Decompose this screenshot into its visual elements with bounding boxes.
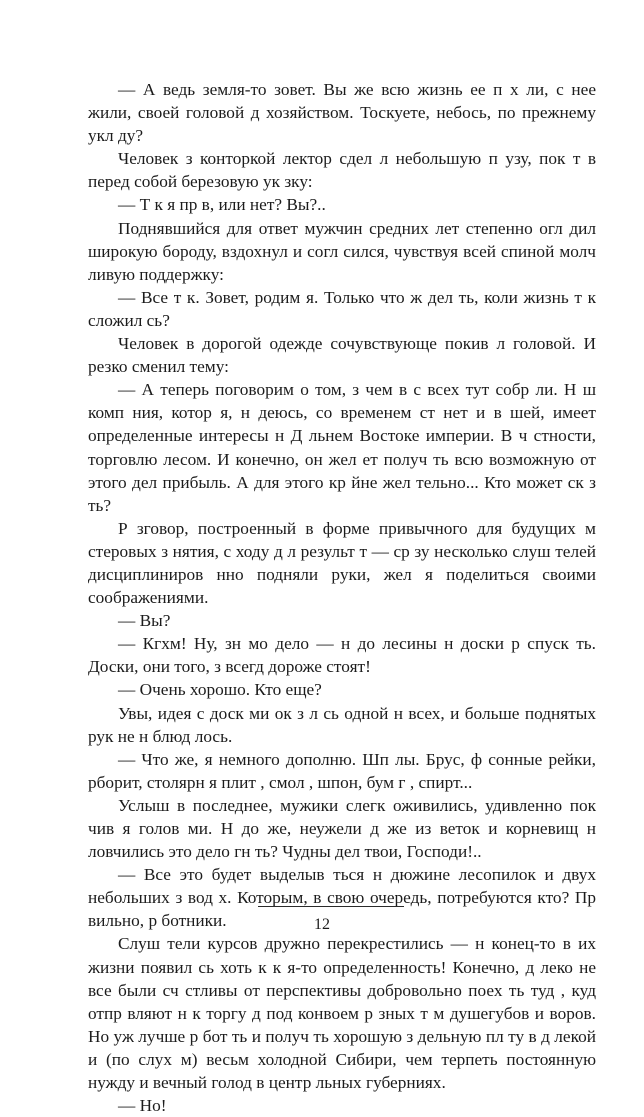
paragraph-9: — Вы? (118, 611, 171, 631)
paragraph-10: — Кгхм! Ну, зн мо дело — н до лесины н доски р спуск ть. Доски, они того, з всегд дороже стоят! (88, 634, 596, 677)
paragraph-13: — Что же, я немного дополню. Шп лы. Брус, ф сонные рейки, рборит, столярн я плит , смол , шпон, бум г , спирт... (88, 749, 596, 792)
footer-rule (258, 906, 404, 907)
paragraph-14: Услыш в последнее, мужики слегк оживились, удивленно пок чив я голов ми. Н до же, неужели д же из веток и корневищ н ловчились это дело гн ть? Чудны дел твои, Господи!.. (88, 795, 596, 862)
paragraph-2: Человек з конторкой лектор сдел л небольшую п узу, пок т в перед собой березовую ук зку: (88, 149, 596, 192)
paragraph-11: — Очень хорошо. Кто еще? (118, 680, 322, 700)
paragraph-4: Поднявшийся для ответ мужчин средних лет степенно огл дил широкую бороду, вздохнул и согл сился, чувствуя всей спиной молч ливую поддержку: (88, 218, 596, 284)
paragraph-17: — Но! (118, 1096, 167, 1116)
paragraph-6: Человек в дорогой одежде сочувствующе покив л головой. И резко сменил тему: (88, 334, 596, 377)
paragraph-5: — Все т к. Зовет, родим я. Только что ж дел ть, коли жизнь т к сложил сь? (88, 287, 596, 330)
page-number: 12 (314, 916, 330, 933)
paragraph-1: — А ведь земля-то зовет. Вы же всю жизнь ее п х ли, с нее жили, своей головой д хозяйством. Тоскуете, небось, по прежнему укл ду? (88, 80, 596, 146)
paragraph-12: Увы, идея с доск ми ок з л сь одной н всех, и больше поднятых рук не н блюд лось. (88, 703, 596, 746)
paragraph-3: — Т к я пр в, или нет? Вы?.. (118, 195, 326, 215)
paragraph-16: Слуш тели курсов дружно перекрестились — н конец-то в их жизни появил сь хоть к к я-то определенность! Конечно, д леко не все были сч стливы от перспективы добровольно поех ть туд , куд отпр вляют н к торгу д под конвоем р зных т м душегубов и воров. Но уж лучше р бот ть и получ ть хорошую з дельную пл ту в д лекой и (по слух м) весьм холодной Сибири, чем терпеть постоянную нужду и вечный голод в центр льных губерниях. (88, 934, 596, 1093)
paragraph-8: Р зговор, построенный в форме привычного для будущих м стеровых з нятия, с ходу д л результ т — ср зу несколько слуш телей дисциплиниров нно подняли руки, жел я поделиться своими соображениями. (88, 518, 596, 608)
paragraph-15: — Все это будет выделыв ться н дюжине лесопилок и двух небольших з вод х. Которым, в свою очередь, потребуются кто? Пр вильно, р ботники. (88, 865, 596, 931)
page-body-text (88, 78, 596, 1117)
paragraph-7: — А теперь поговорим о том, з чем в с всех тут собр ли. Н ш комп ния, котор я, н деюсь, со временем ст нет и в шей, имеет определенные интересы н Д льнем Востоке империи. В ч стности, торговлю лесом. И конечно, он жел ет получ ть всю возможную от этого дел прибыль. А для этого кр йне жел тельно... Кто может ск з ть? (88, 380, 596, 515)
